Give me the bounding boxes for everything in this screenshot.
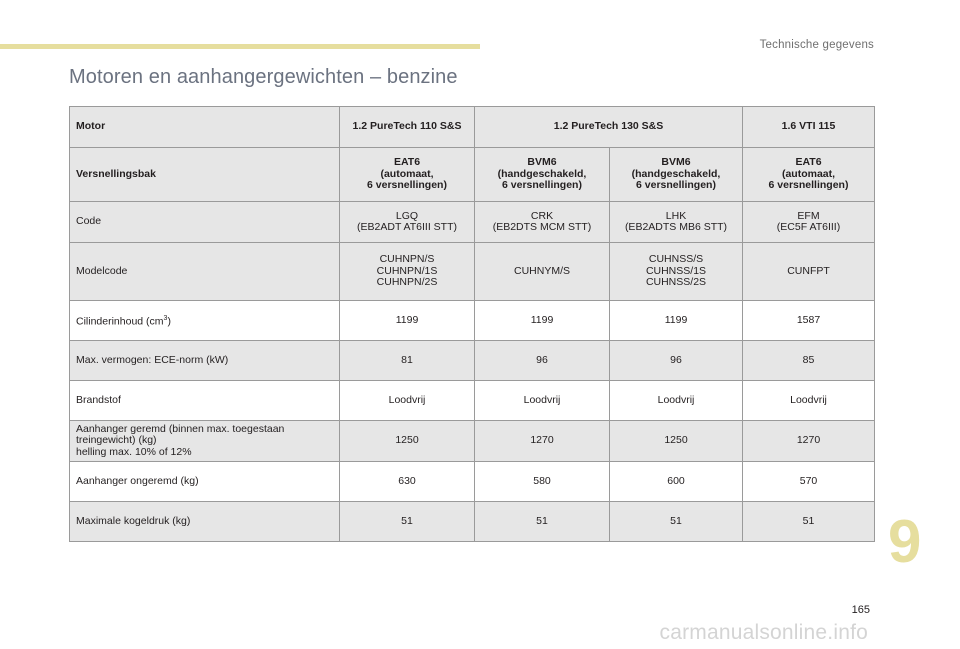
table-cell: 1270 [743,421,875,462]
table-cell: Loodvrij [340,381,475,421]
table-cell: EAT6 (automaat, 6 versnellingen) [340,148,475,202]
row-label-aanhanger-ongeremd: Aanhanger ongeremd (kg) [70,462,340,502]
table-cell: 1.2 PureTech 130 S&S [475,107,743,148]
table-row-modelcode [70,243,875,301]
table-cell: 1199 [475,301,610,341]
table-cell: CRK (EB2DTS MCM STT) [475,202,610,243]
row-label-max-vermogen: Max. vermogen: ECE-norm (kW) [70,341,340,381]
row-label-kogeldruk: Maximale kogeldruk (kg) [70,502,340,542]
row-label-motor: Motor [70,107,340,148]
table-row-kogeldruk [70,502,875,542]
table-row-aanhanger-geremd [70,421,875,462]
table-cell: 51 [340,502,475,542]
table-cell: 630 [340,462,475,502]
table-cell: 51 [475,502,610,542]
table-cell: 96 [610,341,743,381]
label-text-end: ) [167,315,171,328]
table-row-max-vermogen [70,341,875,381]
table-cell: Loodvrij [610,381,743,421]
row-label-modelcode: Modelcode [70,243,340,301]
table-row-versnellingsbak [70,148,875,202]
row-label-cilinderinhoud [70,301,340,341]
table-cell: 85 [743,341,875,381]
table-row-cilinderinhoud [70,301,875,341]
table-cell: 1199 [340,301,475,341]
table-cell: Loodvrij [475,381,610,421]
table-cell: 600 [610,462,743,502]
table-cell: CUHNSS/S CUHNSS/1S CUHNSS/2S [610,243,743,301]
table-row-code [70,202,875,243]
row-label-versnellingsbak: Versnellingsbak [70,148,340,202]
row-label-code: Code [70,202,340,243]
table-cell: 570 [743,462,875,502]
chapter-number: 9 [888,508,922,575]
table-cell: LHK (EB2ADTS MB6 STT) [610,202,743,243]
row-label-aanhanger-geremd: Aanhanger geremd (binnen max. toegestaan treingewicht) (kg) helling max. 10% of 12% [70,421,340,462]
table-cell: BVM6 (handgeschakeld, 6 versnellingen) [475,148,610,202]
table-cell: 1270 [475,421,610,462]
table-cell: EAT6 (automaat, 6 versnellingen) [743,148,875,202]
row-label-brandstof: Brandstof [70,381,340,421]
table-row-motor [70,107,875,148]
page-title: Motoren en aanhangergewichten – benzine [69,66,458,88]
table-cell: CUNFPT [743,243,875,301]
table-cell: EFM (EC5F AT6III) [743,202,875,243]
table-cell: 81 [340,341,475,381]
table-row-brandstof [70,381,875,421]
table-cell: 1.2 PureTech 110 S&S [340,107,475,148]
watermark-text: carmanualsonline.info [659,621,868,644]
top-accent-bar [0,44,480,49]
label-superscript: 3 [163,315,168,322]
label-text: Cilinderinhoud (cm [76,315,164,328]
table-cell: 51 [743,502,875,542]
table-cell: 580 [475,462,610,502]
table-row-aanhanger-ongeremd [70,462,875,502]
table-cell: 1199 [610,301,743,341]
table-cell: 1587 [743,301,875,341]
section-label: Technische gegevens [759,39,874,51]
table-cell: 1.6 VTI 115 [743,107,875,148]
table-cell: BVM6 (handgeschakeld, 6 versnellingen) [610,148,743,202]
table-cell: CUHNPN/S CUHNPN/1S CUHNPN/2S [340,243,475,301]
table-cell: 1250 [340,421,475,462]
table-cell: Loodvrij [743,381,875,421]
table-cell: CUHNYM/S [475,243,610,301]
page-number: 165 [851,604,870,616]
table-cell: 96 [475,341,610,381]
table-cell: 51 [610,502,743,542]
table-cell: LGQ (EB2ADT AT6III STT) [340,202,475,243]
table-cell: 1250 [610,421,743,462]
engine-specs-table [69,106,875,542]
